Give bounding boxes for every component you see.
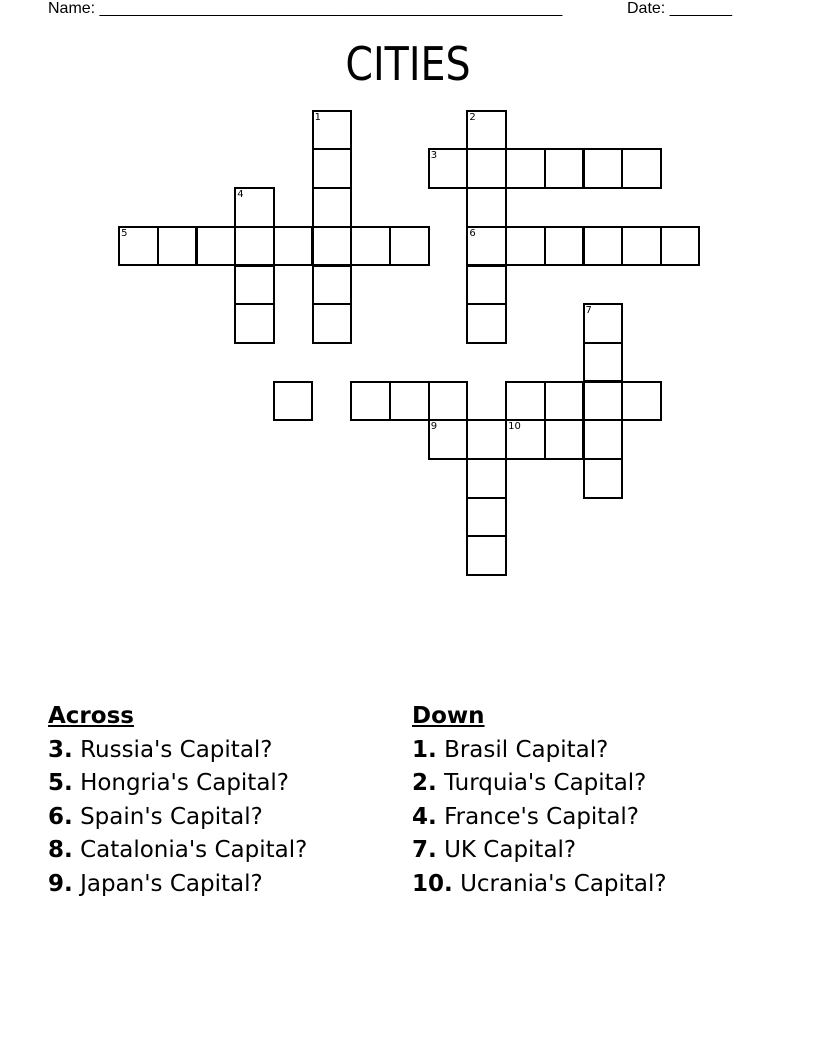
crossword-cell[interactable] xyxy=(350,381,391,422)
crossword-cell[interactable] xyxy=(312,303,353,344)
crossword-cell[interactable] xyxy=(544,226,585,267)
down-heading: Down xyxy=(412,703,485,729)
crossword-cell[interactable] xyxy=(312,148,353,189)
crossword-cell[interactable] xyxy=(621,148,662,189)
clue-text: Turquia's Capital? xyxy=(444,770,647,796)
crossword-cell[interactable] xyxy=(196,226,237,267)
clue-text: Japan's Capital? xyxy=(80,870,263,897)
crossword-cell[interactable] xyxy=(273,226,314,267)
crossword-cell[interactable] xyxy=(234,265,275,306)
crossword-cell[interactable] xyxy=(466,497,507,538)
crossword-cell[interactable] xyxy=(466,226,507,267)
crossword-cell[interactable] xyxy=(312,110,353,151)
cell-number: 9 xyxy=(430,421,438,433)
crossword-cell[interactable] xyxy=(621,381,662,422)
clue-number: 10. xyxy=(412,870,453,897)
clue-number: 4. xyxy=(412,803,437,830)
cell-number: 3 xyxy=(430,150,438,162)
crossword-cell[interactable] xyxy=(466,187,507,228)
clue-text: Ucrania's Capital? xyxy=(460,870,667,897)
crossword-cell[interactable] xyxy=(466,419,507,460)
cell-number: 4 xyxy=(237,189,244,201)
crossword-cell[interactable] xyxy=(312,226,353,267)
crossword-cell[interactable] xyxy=(544,419,585,460)
crossword-cell[interactable] xyxy=(466,535,507,576)
down-clue-2 xyxy=(412,767,667,801)
crossword-cell[interactable] xyxy=(466,110,507,151)
clue-number: 6. xyxy=(48,803,73,830)
crossword-cell[interactable] xyxy=(234,303,275,344)
clue-text: Hongria's Capital? xyxy=(80,770,290,796)
clue-number: 8. xyxy=(48,837,73,863)
crossword-cell[interactable] xyxy=(583,226,624,267)
crossword-cell[interactable] xyxy=(312,187,353,228)
across-clue-6 xyxy=(48,801,307,835)
crossword-cell[interactable] xyxy=(583,303,624,344)
clue-text: Brasil Capital? xyxy=(444,736,609,763)
clue-text: France's Capital? xyxy=(444,803,640,830)
crossword-cell[interactable] xyxy=(389,381,430,422)
down-clue-7 xyxy=(412,834,667,868)
across-clue-3 xyxy=(48,734,307,768)
crossword-cell[interactable] xyxy=(234,187,275,228)
clue-number: 9. xyxy=(48,870,73,897)
crossword-cell[interactable] xyxy=(118,226,159,267)
crossword-cell[interactable] xyxy=(157,226,198,267)
crossword-cell[interactable] xyxy=(505,148,546,189)
across-clue-8 xyxy=(48,834,307,868)
cell-number: 2 xyxy=(469,111,476,123)
clue-text: UK Capital? xyxy=(444,837,577,863)
clue-number: 3. xyxy=(48,736,73,763)
crossword-cell[interactable] xyxy=(428,419,469,460)
crossword-cell[interactable] xyxy=(428,148,469,189)
clue-number: 2. xyxy=(412,770,437,796)
crossword-cell[interactable] xyxy=(544,381,585,422)
clue-text: Catalonia's Capital? xyxy=(80,837,308,863)
crossword-cell[interactable] xyxy=(389,226,430,267)
clue-number: 7. xyxy=(412,837,437,863)
name-field-label: Name: ____________________________________________________ xyxy=(48,0,563,17)
crossword-cell[interactable] xyxy=(583,342,624,383)
crossword-cell[interactable] xyxy=(583,381,624,422)
across-clues xyxy=(48,700,307,901)
crossword-cell[interactable] xyxy=(660,226,701,267)
cell-number: 1 xyxy=(314,111,321,123)
crossword-cell[interactable] xyxy=(505,381,546,422)
crossword-cell[interactable] xyxy=(273,381,314,422)
crossword-cell[interactable] xyxy=(466,148,507,189)
crossword-cell[interactable] xyxy=(505,226,546,267)
crossword-cell[interactable] xyxy=(466,458,507,499)
cell-number: 7 xyxy=(585,305,592,317)
clue-number: 1. xyxy=(412,736,437,763)
cell-number: 6 xyxy=(469,227,476,239)
across-heading: Across xyxy=(48,703,134,729)
page-title: CITIES xyxy=(345,37,471,91)
cell-number: 5 xyxy=(121,227,128,239)
crossword-cell[interactable] xyxy=(350,226,391,267)
across-clue-9 xyxy=(48,868,307,902)
crossword-cell[interactable] xyxy=(466,265,507,306)
crossword-cell[interactable] xyxy=(428,381,469,422)
date-field-label: Date: _______ xyxy=(627,0,732,17)
crossword-cell[interactable] xyxy=(505,419,546,460)
crossword-cell[interactable] xyxy=(234,226,275,267)
crossword-cell[interactable] xyxy=(583,458,624,499)
crossword-cell[interactable] xyxy=(544,148,585,189)
down-clue-1 xyxy=(412,734,667,768)
cell-number: 10 xyxy=(508,421,521,433)
clue-text: Spain's Capital? xyxy=(80,803,263,830)
clue-number: 5. xyxy=(48,770,73,796)
down-clue-10 xyxy=(412,868,667,902)
crossword-cell[interactable] xyxy=(312,265,353,306)
crossword-cell[interactable] xyxy=(583,419,624,460)
crossword-cell[interactable] xyxy=(583,148,624,189)
down-clues xyxy=(412,700,667,901)
across-clue-5 xyxy=(48,767,307,801)
clue-text: Russia's Capital? xyxy=(80,736,273,763)
crossword-cell[interactable] xyxy=(621,226,662,267)
crossword-cell[interactable] xyxy=(466,303,507,344)
down-clue-4 xyxy=(412,801,667,835)
